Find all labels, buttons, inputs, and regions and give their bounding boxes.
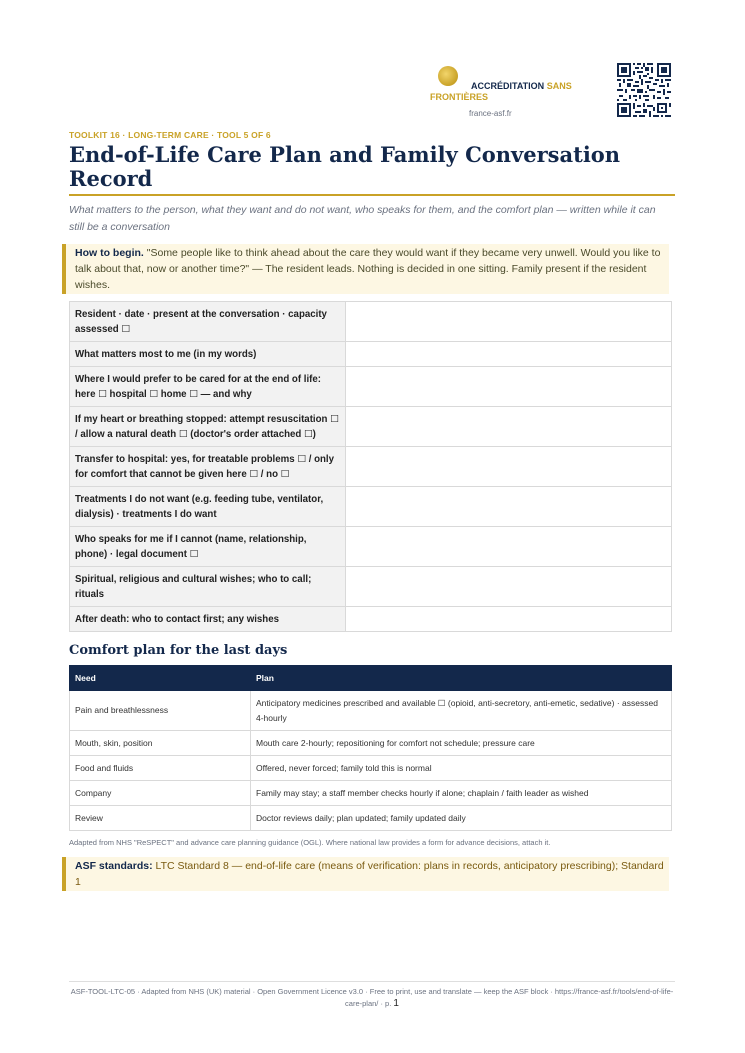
table-header-row — [70, 666, 672, 691]
asf-standards-callout — [62, 857, 669, 891]
form-row-field[interactable] — [346, 567, 672, 607]
form-row-label: Who speaks for me if I cannot (name, relationship, phone) · legal document ☐ — [70, 527, 346, 567]
footer-text: ASF-TOOL-LTC-05 · Adapted from NHS (UK) material · Open Government Licence v3.0 · Free to print, use and translate — keep the ASF block · https://france-asf.fr/tools/end-of-life-care-plan/ · p. — [70, 987, 674, 1008]
asf-standards-text: LTC Standard 8 — end-of-life care (means of verification: plans in records, anticipatory prescribing); Standard 1 — [75, 860, 664, 888]
form-row-label: What matters most to me (in my words) — [70, 342, 346, 367]
how-to-begin-text: "Some people like to think ahead about the care they would want if they became very unwell. Would you like to talk about that, now or another time?" — The resident leads. Nothing is decided in one sitting. Family present if the resident wishes. — [75, 247, 661, 291]
plan-cell: Family may stay; a staff member checks hourly if alone; chaplain / faith leader as wished — [251, 781, 672, 806]
form-row-label: Transfer to hospital: yes, for treatable problems ☐ / only for comfort that cannot be given here ☐ / no ☐ — [70, 447, 346, 487]
page-title: End-of-Life Care Plan and Family Conversation Record — [69, 142, 621, 191]
conversation-record-table — [69, 301, 672, 632]
form-row-field[interactable] — [346, 342, 672, 367]
table-row — [70, 781, 672, 806]
page-footer — [69, 986, 675, 1010]
form-row-label: Resident · date · present at the conversation · capacity assessed ☐ — [70, 302, 346, 342]
form-row-label: Treatments I do not want (e.g. feeding tube, ventilator, dialysis) · treatments I do want — [70, 487, 346, 527]
column-header-need: Need — [70, 666, 251, 691]
form-row-field[interactable] — [346, 407, 672, 447]
title-divider — [69, 194, 675, 196]
plan-cell: Doctor reviews daily; plan updated; family updated daily — [251, 806, 672, 831]
table-row — [70, 407, 672, 447]
form-row-field[interactable] — [346, 367, 672, 407]
page-number: 1 — [393, 998, 399, 1009]
comfort-plan-title: Comfort plan for the last days — [69, 643, 288, 658]
plan-cell: Anticipatory medicines prescribed and available ☐ (opioid, anti-secretory, anti-emetic, sedative) · assessed 4-hourly — [251, 691, 672, 731]
column-header-plan: Plan — [251, 666, 672, 691]
form-row-field[interactable] — [346, 527, 672, 567]
brand-name-part2: SANS FRONTIÈRES — [430, 81, 572, 102]
table-row — [70, 447, 672, 487]
table-row — [70, 607, 672, 632]
how-to-begin-callout — [62, 244, 669, 294]
toolkit-kicker: TOOLKIT 16 · LONG-TERM CARE · TOOL 5 OF 6 — [69, 130, 271, 140]
need-cell: Mouth, skin, position — [70, 731, 251, 756]
table-row — [70, 487, 672, 527]
table-row — [70, 691, 672, 731]
need-cell: Company — [70, 781, 251, 806]
brand-block — [430, 64, 610, 124]
comfort-plan-table — [69, 665, 672, 831]
adapted-note: Adapted from NHS "ReSPECT" and advance care planning guidance (OGL). Where national law provides a form for advance decisions, attach it. — [69, 838, 551, 847]
brand-url: france-asf.fr — [469, 109, 512, 118]
table-row — [70, 342, 672, 367]
form-row-field[interactable] — [346, 447, 672, 487]
plan-cell: Mouth care 2-hourly; repositioning for comfort not schedule; pressure care — [251, 731, 672, 756]
table-row — [70, 731, 672, 756]
form-row-label: After death: who to contact first; any wishes — [70, 607, 346, 632]
form-row-field[interactable] — [346, 487, 672, 527]
table-row — [70, 367, 672, 407]
need-cell: Review — [70, 806, 251, 831]
form-row-label: Where I would prefer to be cared for at the end of life: here ☐ hospital ☐ home ☐ — and why — [70, 367, 346, 407]
plan-cell: Offered, never forced; family told this is normal — [251, 756, 672, 781]
form-row-field[interactable] — [346, 607, 672, 632]
form-row-label: If my heart or breathing stopped: attempt resuscitation ☐ / allow a natural death ☐ (doctor's order attached ☐) — [70, 407, 346, 447]
table-row — [70, 527, 672, 567]
need-cell: Food and fluids — [70, 756, 251, 781]
qr-code-icon — [617, 63, 671, 117]
brand-name-part1: ACCRÉDITATION — [471, 81, 545, 91]
how-to-begin-label: How to begin. — [75, 247, 144, 259]
form-row-label: Spiritual, religious and cultural wishes; who to call; rituals — [70, 567, 346, 607]
table-row — [70, 567, 672, 607]
table-row — [70, 302, 672, 342]
asf-standards-label: ASF standards: — [75, 860, 153, 872]
footer-divider — [69, 981, 675, 982]
brand-name — [430, 81, 610, 103]
page-subtitle: What matters to the person, what they want and do not want, who speaks for them, and the comfort plan — written while it can still be a conversation — [69, 204, 656, 233]
form-row-field[interactable] — [346, 302, 672, 342]
table-row — [70, 756, 672, 781]
table-row — [70, 806, 672, 831]
need-cell: Pain and breathlessness — [70, 691, 251, 731]
